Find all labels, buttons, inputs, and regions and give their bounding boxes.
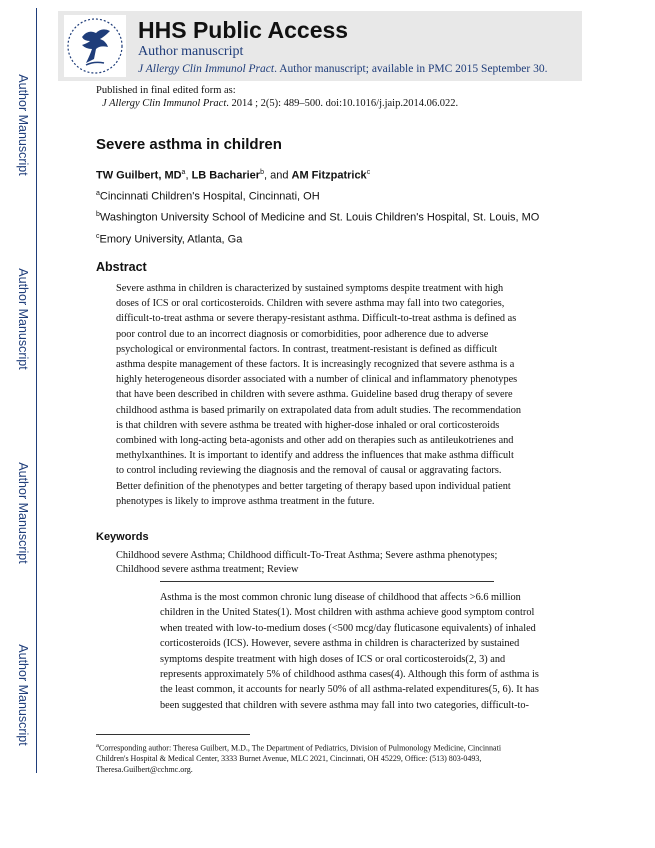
abstract-line: asthma despite management of these factors. It is increasingly recognized that severe asthma is a [116,359,515,371]
footnote-line: $^a$Corresponding author: Theresa Guilbert, M.D., The Department of Pediatrics, Division of Pulmonology Medicine, Cincinnati [96,742,502,753]
body-line: represents approximately 5% of childhood asthma cases(4). Although this form of asthma is [160,669,539,681]
hhs-title: HHS Public Access [138,17,349,43]
abstract-line: phenotypes is likely to improve asthma treatment in the future. [116,495,375,507]
abstract-line: difficult-to-treat asthma or severe therapy-resistant asthma. Difficult-to-treat asthma is defined as [116,313,517,325]
pmc-citation: J Allergy Clin Immunol Pract. Author manuscript; available in PMC 2015 September 30. [138,63,548,75]
side-rule [36,8,37,773]
keywords-text [116,549,497,577]
affiliation: $^c$Emory University, Atlanta, Ga [96,233,243,246]
keywords-heading: Keywords [96,531,149,543]
abstract-line: highly heterogeneous disorder associated with a number of clinical and inflammatory phenotypes [116,374,518,386]
abstract-line: is that children with severe asthma be treated with higher-dose inhaled or oral corticosteroids [116,419,500,431]
abstract-text [116,281,544,509]
abstract-line: Severe asthma in children is characterized by sustained symptoms despite treatment with high [116,283,504,294]
divider [160,581,494,582]
body-line: corticosteroids (ICS). However, severe asthma in children is characterized by sustained [160,638,520,650]
body-line: Asthma is the most common chronic lung disease of childhood that affects >6.6 million [160,592,521,603]
affiliation: $^b$Washington University School of Medicine and St. Louis Children's Hospital, St. Louis, MO [96,211,540,224]
keywords-line: Childhood severe asthma treatment; Review [116,564,299,575]
footnote-line: Theresa.Guilbert@cchmc.org. [96,764,193,774]
body-line: been suggested that children with severe asthma may fall into two categories, difficult-to- [160,699,529,711]
body-paragraph [160,590,540,713]
abstract-line: combined with long-acting beta-agonists and other add on therapies such as antileukotrienes and [116,435,514,447]
abstract-line: methylxanthines. It is important to identify and address the influences that make asthma difficult [116,450,514,462]
abstract-line: poor control due to an incorrect diagnosis or comorbidities, poor adherence due to adverse [116,328,489,340]
keywords-line: Childhood severe Asthma; Childhood difficult-To-Treat Asthma; Severe asthma phenotypes; [116,550,498,561]
abstract-line: childhood asthma is based primarily on extrapolated data from adult studies. The recommendation [116,404,521,416]
abstract-line: that have been described in children with severe asthma. Guideline based drug therapy of severe [116,389,513,401]
abstract-line: to control including reviewing the diagnosis and the removal of causal or aggravating factors. [116,465,502,477]
footnote-divider [96,734,250,735]
side-label-author-manuscript: Author Manuscript [16,268,30,370]
hhs-header [58,11,582,81]
abstract-line: psychological or environmental factors. In contrast, treatment-resistant is defined as difficult [116,343,498,355]
author-manuscript-label: Author manuscript [138,44,244,59]
affiliation: $^a$Cincinnati Children's Hospital, Cincinnati, OH [96,190,320,203]
side-label-author-manuscript: Author Manuscript [16,644,30,746]
author-list: TW Guilbert, $MD^a$, LB Bacharier$^b$, and AM Fitzpatrick$^c$ [96,169,371,182]
side-label-author-manuscript: Author Manuscript [16,74,30,176]
side-label-author-manuscript: Author Manuscript [16,462,30,564]
abstract-line: Better definition of the phenotypes and better targeting of therapy based upon individual patient [116,480,511,492]
body-line: children in the United States(1). Most children with asthma achieve good symptom control [160,607,535,619]
hhs-eagle-logo-icon [64,15,126,77]
body-line: symptoms despite treatment with high doses of ICS or oral corticosteroids(2, 3) and [160,653,506,665]
body-line: when treated with low-to-medium doses (<500 mcg/day fluticasone equivalents) of inhaled [160,622,536,634]
article-title: Severe asthma in children [96,136,282,153]
abstract-heading: Abstract [96,260,147,274]
corresponding-author-footnote [96,741,501,775]
footnote-line: Children's Hospital & Medical Center, 3333 Burnet Avenue, MLC 2021, Cincinnati, OH 45229, Office: (513) 803-0493, [96,754,482,764]
published-label: Published in final edited form as: [96,85,236,96]
abstract-line: doses of ICS or oral corticosteroids. Children with severe asthma may fall into two categories, [116,298,505,310]
published-citation: J Allergy Clin Immunol Pract. 2014 ; 2(5): 489–500. doi:10.1016/j.jaip.2014.06.022. [102,98,459,109]
body-line: the least common, it accounts for nearly 50% of all asthma-related expenditures(5, 6). It has [160,684,539,696]
